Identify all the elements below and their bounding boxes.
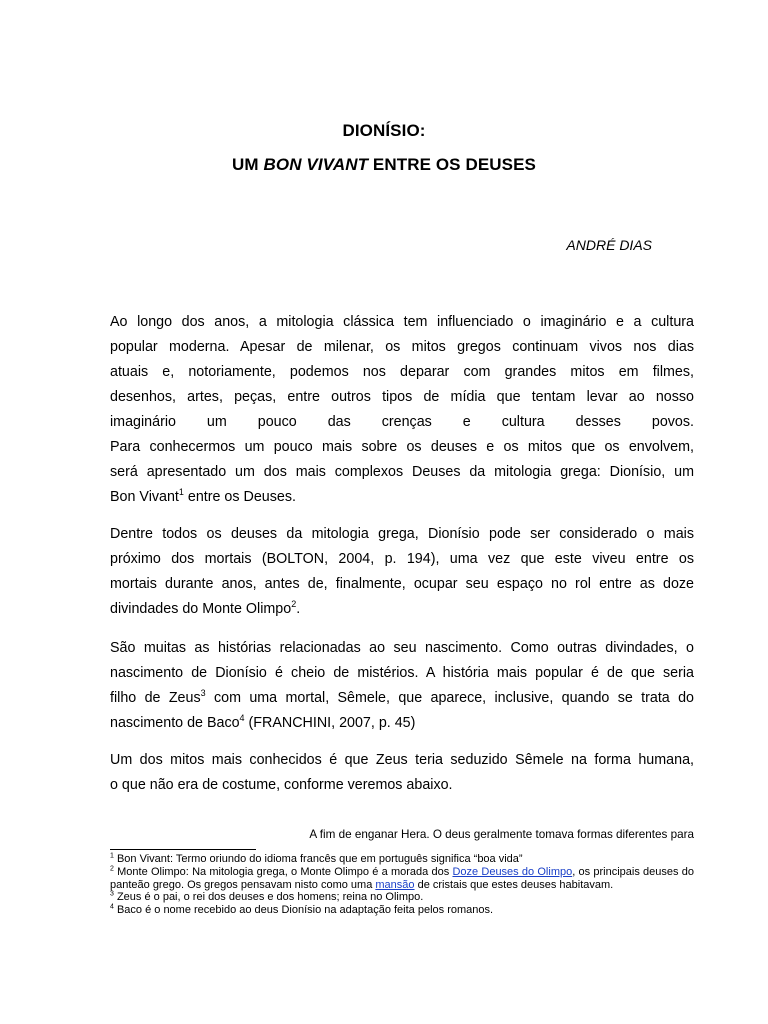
mansao-link[interactable]: mansão (375, 878, 415, 891)
continuation-text: A fim de enganar Hera. O deus geralmente tomava formas diferentes para (309, 828, 694, 841)
line-text: . (296, 601, 301, 617)
line-text: nascimento de Baco (110, 715, 240, 731)
paragraph-line: Para conhecermos um pouco mais sobre os deuses e os mitos que os envolvem, (110, 439, 694, 455)
paragraph-line: Ao longo dos anos, a mitologia clássica tem influenciado o imaginário e a cultura (110, 314, 694, 330)
title-prefix: UM (232, 155, 264, 174)
paragraph-line (110, 711, 694, 736)
footnote-number: 3 (110, 890, 114, 898)
paragraph-line: mortais durante anos, antes de, finalmente, ocupar seu espaço no rol entre as doze (110, 576, 694, 592)
title-line-2 (0, 155, 768, 175)
footnote-ref-3[interactable]: 3 (200, 688, 206, 699)
paragraph-line: atuais e, notoriamente, podemos nos deparar com grandes mitos em filmes, (110, 364, 694, 380)
footnote-number: 1 (110, 852, 114, 860)
footnote-ref-2[interactable]: 2 (291, 599, 297, 610)
paragraph-line (110, 597, 694, 622)
bon-vivant-text: Bon Vivant (110, 489, 179, 505)
paragraph-line: será apresentado um dos mais complexos Deuses da mitologia grega: Dionísio, um (110, 464, 694, 480)
footnote-2 (110, 866, 694, 892)
footnote-text: Zeus é o pai, o rei dos deuses e dos homens; reina no Olimpo. (113, 891, 424, 904)
footnote-number: 2 (110, 865, 114, 873)
footnote-text: Monte Olimpo: Na mitologia grega, o Monte Olimpo é a morada dos (113, 865, 453, 878)
title-italic-phrase: BON VIVANT (263, 155, 369, 174)
doze-deuses-link[interactable]: Doze Deuses do Olimpo (452, 865, 573, 878)
author-name: ANDRÉ DIAS (566, 237, 652, 253)
footnotes-section (110, 853, 694, 917)
paragraph-line: o que não era de costume, conforme veremos abaixo. (110, 777, 453, 793)
footnote-text: Baco é o nome recebido ao deus Dionísio na adaptação feita pelos romanos. (113, 904, 494, 917)
footnote-text: de cristais que estes deuses habitavam. (414, 878, 614, 891)
paragraph-3 (110, 636, 694, 736)
title-line-1: DIONÍSIO: (342, 121, 426, 140)
footnote-text: Bon Vivant: Termo oriundo do idioma francês que em português significa “boa vida” (113, 853, 523, 865)
paragraph-line: próximo dos mortais (BOLTON, 2004, p. 194), uma vez que este viveu entre os (110, 551, 694, 567)
paragraph-4 (110, 748, 694, 798)
footnote-ref-4[interactable]: 4 (239, 713, 245, 724)
paragraph-line: desenhos, artes, peças, entre outros tipos de mídia que tentam levar ao nosso (110, 389, 694, 405)
paragraph-line (110, 686, 694, 711)
footnote-separator (110, 849, 256, 850)
paragraph-line (110, 485, 694, 510)
paragraph-line: popular moderna. Apesar de milenar, os mitos gregos continuam vivos nos dias (110, 339, 694, 355)
footnote-4 (110, 904, 694, 917)
paragraph-line: São muitas as histórias relacionadas ao seu nascimento. Como outras divindades, o (110, 640, 694, 656)
line-text: filho de Zeus (110, 690, 201, 706)
footnote-text: , os principais deuses do panteão grego. Os gregos pensavam nisto como uma (110, 865, 694, 891)
footnote-1 (110, 853, 694, 866)
line-text: com uma mortal, Sêmele, que aparece, inclusive, quando se trata do (205, 690, 695, 706)
paragraph-line: Um dos mitos mais conhecidos é que Zeus teria seduzido Sêmele na forma humana, (110, 752, 694, 768)
paragraph-line: Dentre todos os deuses da mitologia grega, Dionísio pode ser considerado o mais (110, 526, 694, 542)
footnote-3 (110, 891, 694, 904)
paragraph-line: imaginário um pouco das crenças e cultura desses povos. (110, 414, 694, 430)
line-text: entre os Deuses. (183, 489, 296, 505)
title-suffix: ENTRE OS DEUSES (368, 155, 536, 174)
footnote-number: 4 (110, 903, 114, 911)
line-text: divindades do Monte Olimpo (110, 601, 292, 617)
footnote-ref-1[interactable]: 1 (178, 487, 184, 498)
line-text: (FRANCHINI, 2007, p. 45) (244, 715, 416, 731)
paragraph-2 (110, 522, 694, 622)
paragraph-1 (110, 310, 694, 510)
paragraph-line: nascimento de Dionísio é cheio de mistérios. A história mais popular é de que seria (110, 665, 694, 681)
